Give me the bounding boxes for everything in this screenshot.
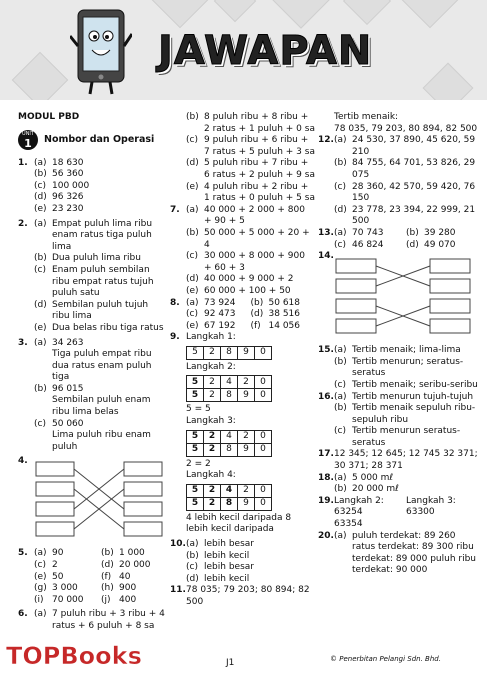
question-11-cont: Tertib menaik: 78 035, 79 203, 80 894, 82 500 [334,112,478,134]
column-2: (b) 8 puluh ribu + 8 ribu + 2 ratus + 1 puluh + 0 sa (c) 9 puluh ribu + 6 ribu + 7 ratus + 5 puluh + 3 sa (d) 5 puluh ribu + 7 ribu + 6 ratus + 2 puluh + 9 sa (e) 4 puluh ribu + 2 ribu + 1 ratus + 0 puluh + 5 sa 7. (a) 40 000 + 2 000 + 800 + 90 + 5 (b) 50 000 + 5 000 + 20 + 4 (c) 30 000 + 8 000 + 900 + 60 + 3 (d) 40 000 + 9 000 + 2 (e) 60 000 + 100 + 50 8. (a) 73 924 (b) 50 618 (c) 92 473 (d) 38 516 (e) 67 192 (f) 14 056 9. Langkah 1: 5 2 8 9 0 Langkah 2: 5 2 4 2 0 5 2 8 9 0 5 = 5 Langkah 3: 5 2 4 2 0 5 2 8 9 0 2 = 2 Langkah 4: 5 2 4 2 0 5 2 8 9 0 4 lebih kecil daripada 8 lebih kecil daripada 10. (a) lebih besar (b) lebih kecil (c) lebih besar (d) lebih kecil 11. 78 035; 79 203; 80 894; 82 500 [170,112,315,607]
question-5: 5. (a) 90 (b) 1 000 (c) 2 (d) 20 000 (e) 50 (f) 40 (g) 3 000 (h) 900 (i) 70 000 (j) 400 [18,548,151,605]
digit-grid-3: 5 2 4 2 0 5 2 8 9 0 [186,430,272,457]
column-1 [18,112,168,633]
digit-grid-4: 5 2 4 2 0 5 2 8 9 0 [186,484,272,511]
tablet-mascot-icon [70,6,132,96]
unit-title: Nombor dan Operasi [44,133,155,145]
question-17: 17. 12 345; 12 645; 12 745 32 371; 30 371; 28 371 [318,449,478,472]
question-19: 19. Langkah 2: 63254 63354 Langkah 3: 63300 [318,495,456,530]
question-18: 18. (a) 5 000 mℓ (b) 20 000 mℓ [318,472,399,495]
digit-grid-2: 5 2 4 2 0 5 2 8 9 0 [186,375,272,402]
question-15: 15. (a) Tertib menaik; lima-lima (b) Tertib menurun; seratus-seratus (c) Tertib menaik; seribu-seribu [318,345,478,390]
question-14: 14. [318,251,478,345]
question-11: 11. 78 035; 79 203; 80 894; 82 500 [170,585,310,607]
question-7: 7. (a) 40 000 + 2 000 + 800 + 90 + 5 (b) 50 000 + 5 000 + 20 + 4 (c) 30 000 + 8 000 + 900 + 60 + 3 (d) 40 000 + 9 000 + 2 (e) 60 000 + 100 + 50 [170,204,310,296]
question-20: 20. (a) puluh terdekat: 89 260 ratus terdekat: 89 300 ribu terdekat: 89 000 puluh ribu terdekat: 90 000 [318,530,477,576]
copyright-text: © Penerbitan Pelangi Sdn. Bhd. [330,655,441,663]
column-3 [318,112,478,577]
question-3: 3. (a) 34 263 Tiga puluh empat ribu dua ratus enam puluh tiga (b) 96 015 Sembilan puluh enam ribu lima belas (c) 50 060 Lima puluh ribu enam puluh [18,337,152,452]
header-banner [0,0,487,100]
question-13: 13. (a) 70 743 (b) 39 280 (c) 46 824 (d) 49 070 [318,227,456,250]
matching-diagram-4 [34,460,168,542]
question-10: 10. (a) lebih besar (b) lebih kecil (c) lebih besar (d) lebih kecil [170,539,254,584]
unit-badge: UNIT 1 [18,130,38,150]
question-6-cont: (b) 8 puluh ribu + 8 ribu + 2 ratus + 1 puluh + 0 sa (c) 9 puluh ribu + 6 ribu + 7 ratus + 5 puluh + 3 sa (d) 5 puluh ribu + 7 ribu + 6 ratus + 2 puluh + 9 sa (e) 4 puluh ribu + 2 ribu + 1 ratus + 0 puluh + 5 sa [186,112,315,204]
question-4: 4. [18,456,168,548]
page-title: JAWAPAN [158,28,373,74]
question-12: 12. (a) 24 530, 37 890, 45 620, 59 210 (b) 84 755, 64 701, 53 826, 29 075 (c) 28 360, 42 570, 59 420, 76 150 (d) 23 778, 23 394, 22 999, 21 500 [318,135,476,227]
question-16: 16. (a) Tertib menurun tujuh-tujuh (b) Tertib menaik sepuluh ribu-sepuluh ribu (c) Tertib menurun seratus-seratus [318,391,476,448]
question-9: 9. Langkah 1: [170,332,236,343]
digit-grid-1: 5 2 8 9 0 [186,346,272,360]
module-label: MODUL PBD [18,112,80,122]
unit-heading [18,130,168,150]
question-1: 1. (a) 18 630 (b) 56 360 (c) 100 000 (d) 96 326 (e) 23 230 [18,157,90,214]
publisher-logo: TOPBooks [6,642,142,670]
question-6a: 6. (a) 7 puluh ribu + 3 ribu + 4 ratus + 6 puluh + 8 sa [18,609,165,631]
question-2: 2. (a) Empat puluh lima ribu enam ratus tiga puluh lima (b) Dua puluh lima ribu (c) Enam puluh sembilan ribu empat ratus tujuh puluh satu (d) Sembilan puluh tujuh ribu lima (e) Dua belas ribu tiga ratus [18,218,164,333]
question-8: 8. (a) 73 924 (b) 50 618 (c) 92 473 (d) 38 516 (e) 67 192 (f) 14 056 [170,297,300,331]
page-number: J1 [226,658,235,668]
matching-diagram-14 [334,255,478,339]
